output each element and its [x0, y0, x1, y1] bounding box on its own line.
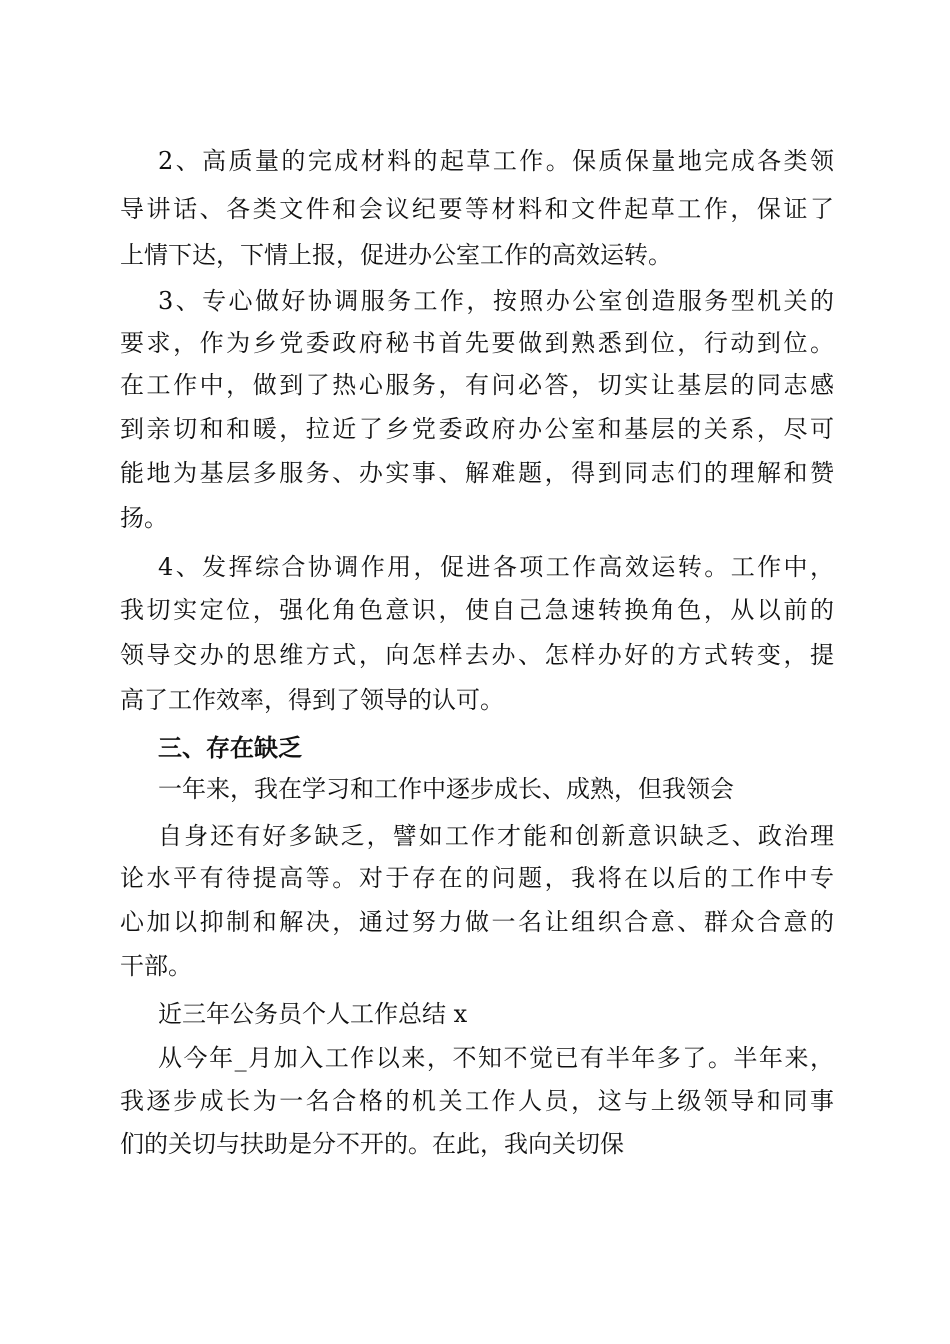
paragraph-6-line-1: 从今年_月加入工作以来，不知不觉已有半年多了。半年来，	[158, 1044, 834, 1072]
paragraph-3-line-3: 领导交办的思维方式，向怎样去办、怎样办好的方式转变，提	[120, 641, 834, 669]
paragraph-1-line-1: 2、高质量的完成材料的起草工作。保质保量地完成各类领	[158, 147, 834, 175]
section-heading: 三、存在缺乏	[158, 734, 302, 762]
paragraph-5-line-3: 心加以抑制和解决，通过努力做一名让组织合意、群众合意的	[120, 908, 834, 936]
paragraph-2-line-3: 在工作中，做到了热心服务，有问必答，切实让基层的同志感	[120, 371, 834, 399]
paragraph-5-line-2: 论水平有待提高等。对于存在的问题，我将在以后的工作中专	[120, 864, 834, 892]
paragraph-3-line-1: 4、发挥综合协调作用，促进各项工作高效运转。工作中，	[158, 553, 834, 581]
paragraph-2-line-2: 要求，作为乡党委政府秘书首先要做到熟悉到位，行动到位。	[120, 329, 834, 357]
paragraph-2-line-5: 能地为基层多服务、办实事、解难题，得到同志们的理解和赞	[120, 459, 834, 487]
paragraph-1-line-2: 导讲话、各类文件和会议纪要等材料和文件起草工作，保证了	[120, 195, 834, 223]
paragraph-5-line-4: 干部。	[120, 952, 192, 980]
paragraph-2-line-1: 3、专心做好协调服务工作，按照办公室创造服务型机关的	[158, 287, 834, 315]
paragraph-1-line-3: 上情下达，下情上报，促进办公室工作的高效运转。	[120, 241, 672, 269]
paragraph-4-line-1: 一年来，我在学习和工作中逐步成长、成熟，但我领会	[158, 775, 734, 803]
paragraph-2-line-6: 扬。	[120, 504, 168, 532]
paragraph-3-line-4: 高了工作效率，得到了领导的认可。	[120, 686, 504, 714]
paragraph-2-line-4: 到亲切和和暖，拉近了乡党委政府办公室和基层的关系，尽可	[120, 415, 834, 443]
paragraph-6-line-2: 我逐步成长为一名合格的机关工作人员，这与上级领导和同事	[120, 1087, 834, 1115]
paragraph-5-line-1: 自身还有好多缺乏，譬如工作才能和创新意识缺乏、政治理	[158, 822, 834, 850]
paragraph-3-line-2: 我切实定位，强化角色意识，使自己急速转换角色，从以前的	[120, 596, 834, 624]
document-title: 近三年公务员个人工作总结 x	[158, 1000, 468, 1028]
paragraph-6-line-3: 们的关切与扶助是分不开的。在此，我向关切保	[120, 1130, 624, 1158]
